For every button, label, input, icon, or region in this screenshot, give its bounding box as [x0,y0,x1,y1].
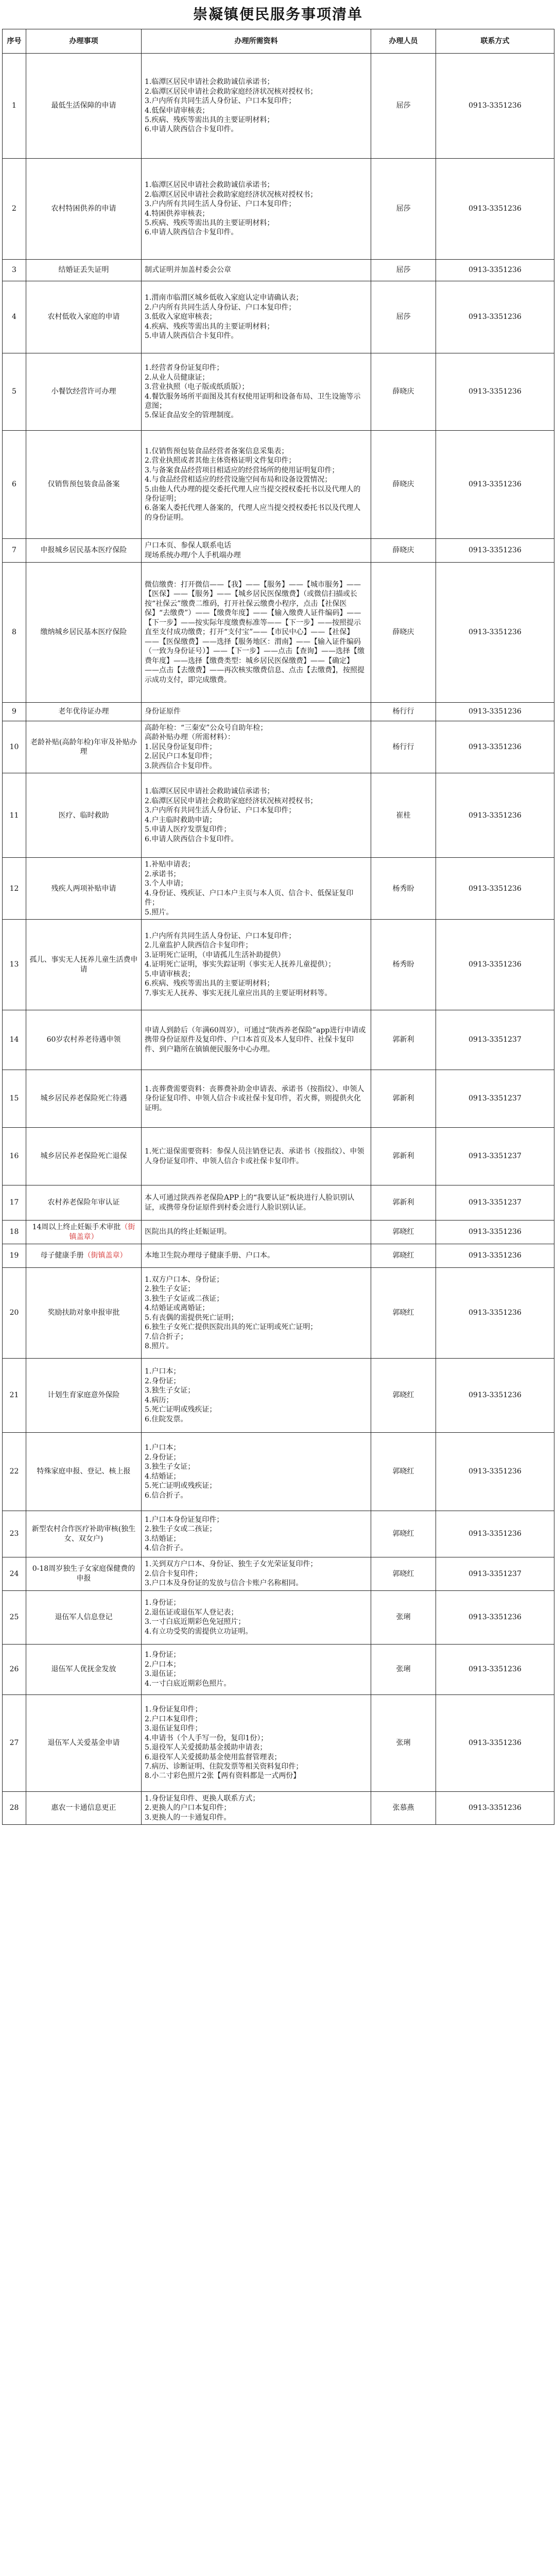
row-materials: 本地卫生院办理母子健康手册、户口本。 [142,1244,371,1268]
page-title: 崇凝镇便民服务事项清单 [193,6,363,23]
row-number: 12 [3,858,26,920]
table-row [3,1644,554,1694]
row-item: 医疗、临时救助 [26,773,142,858]
row-item: 孤儿、事实无人抚养儿童生活费申请 [26,920,142,1010]
table-row [3,159,554,260]
row-number: 16 [3,1128,26,1185]
row-materials: 1.经营者身份证复印件； 2.从业人员健康证； 3.营业执照（电子版或纸质版）； 4.餐饮服务场所平面图及其有权使用证明和设备布局、卫生设施等示意图； 5.保证食品安全的管理制度。 [142,353,371,431]
row-number: 3 [3,260,26,281]
table-row [3,431,554,539]
row-number: 18 [3,1221,26,1244]
row-item: 新型农村合作医疗补助审核(独生女、双女户) [26,1511,142,1557]
row-number: 7 [3,539,26,563]
row-materials: 1.死亡退保需要资料：参保人员注销登记表、承诺书（按指纹）、申领人身份证复印件、申领人信合卡或社保卡复印件。 [142,1128,371,1185]
row-phone: 0913-3351237 [436,1010,554,1070]
row-person: 崔桂 [371,773,436,858]
table-row [3,563,554,703]
row-item: 残疾人两项补贴申请 [26,858,142,920]
row-materials: 1.临潭区居民申请社会救助诚信承诺书； 2.临潭区居民申请社会救助家庭经济状况核对授权书； 3.户内所有共同生活人身份证、户口本复印件； 4.户主临时救助申请； 5.申请人医疗发票复印件； 6.申请人陕西信合卡复印件。 [142,773,371,858]
row-phone: 0913-3351237 [436,1128,554,1185]
row-number: 24 [3,1557,26,1590]
row-item: 老年优待证办理 [26,703,142,721]
table-row [3,721,554,773]
row-materials: 本人可通过陕西养老保险APP上的“我要认证”板块进行人脸识别认证，或携带身份证原件到村委会进行人脸识别认证。 [142,1185,371,1221]
row-item: 城乡居民养老保险死亡待遇 [26,1070,142,1128]
row-person: 屈莎 [371,54,436,159]
row-person: 薛晓庆 [371,431,436,539]
row-person: 杨行行 [371,721,436,773]
row-number: 11 [3,773,26,858]
row-item-text: 14周以上终止妊娠手术审批 [32,1223,121,1232]
row-person: 郭晓红 [371,1268,436,1359]
row-phone: 0913-3351236 [436,1359,554,1433]
header-person: 办理人员 [371,29,436,54]
row-number: 25 [3,1590,26,1644]
row-item: 0-18周岁独生子女家庭保健费的申报 [26,1557,142,1590]
row-item: 退伍军人优抚金发放 [26,1644,142,1694]
row-materials: 1.户口本； 2.身份证； 3.独生子女证； 4.结婚证； 5.死亡证明或残疾证； 6.信合折子。 [142,1433,371,1511]
row-number: 14 [3,1010,26,1070]
table-row [3,1221,554,1244]
row-number: 6 [3,431,26,539]
row-item: 农村低收入家庭的申请 [26,281,142,353]
table-row [3,1433,554,1511]
row-person: 屈莎 [371,281,436,353]
row-phone: 0913-3351236 [436,703,554,721]
row-number: 2 [3,159,26,260]
row-phone: 0913-3351236 [436,260,554,281]
table-row [3,1557,554,1590]
row-number: 1 [3,54,26,159]
row-person: 郭新利 [371,1070,436,1128]
table-row [3,1791,554,1824]
row-person: 张慕燕 [371,1791,436,1824]
row-item: 60岁农村养老待遇申领 [26,1010,142,1070]
row-item: 小餐饮经营许可办理 [26,353,142,431]
header-phone: 联系方式 [436,29,554,54]
row-person: 张琍 [371,1694,436,1791]
row-person: 杨行行 [371,703,436,721]
row-phone: 0913-3351237 [436,1070,554,1128]
table-row [3,773,554,858]
table-row [3,1244,554,1268]
row-phone: 0913-3351236 [436,1791,554,1824]
row-person: 张琍 [371,1590,436,1644]
row-person: 郭晓红 [371,1511,436,1557]
row-item: 缴纳城乡居民基本医疗保险 [26,563,142,703]
row-materials: 制式证明并加盖村委会公章 [142,260,371,281]
table-row [3,260,554,281]
header-item: 办理事项 [26,29,142,54]
row-phone: 0913-3351236 [436,1644,554,1694]
row-person: 郭晓红 [371,1359,436,1433]
row-person: 屈莎 [371,159,436,260]
row-person: 郭晓红 [371,1557,436,1590]
row-person: 郭晓红 [371,1221,436,1244]
row-phone: 0913-3351236 [436,721,554,773]
table-body [3,54,554,1825]
header-materials: 办理所需资料 [142,29,371,54]
row-item [26,1244,142,1268]
table-row [3,1128,554,1185]
row-number: 17 [3,1185,26,1221]
row-phone: 0913-3351236 [436,54,554,159]
service-table [2,29,554,1825]
row-item: 仅销售预包装食品备案 [26,431,142,539]
row-materials: 1.补贴申请表； 2.承诺书； 3.个人申请； 4.身份证、残疾证、户口本户主页与本人页、信合卡、低保证复印件； 5.照片。 [142,858,371,920]
table-row [3,1511,554,1557]
row-person: 郭新利 [371,1010,436,1070]
row-materials: 医院出具的终止妊娠证明。 [142,1221,371,1244]
row-phone: 0913-3351236 [436,1221,554,1244]
row-materials: 1.身份证复印件； 2.户口本复印件； 3.退伍证复印件； 4.申请书（个人手写一份，复印1份）； 5.退役军人关爱援助基金援助申请表； 6.退役军人关爱援助基金使用监督管理表； 7.病历、诊断证明、住院发票等相关资料复印件； 8.小二寸彩色照片2张【两有资料都是一式两份】 [142,1694,371,1791]
table-row [3,281,554,353]
row-number: 4 [3,281,26,353]
row-person: 屈莎 [371,260,436,281]
row-item: 最低生活保障的申请 [26,54,142,159]
row-person: 杨秀盼 [371,920,436,1010]
row-phone: 0913-3351236 [436,920,554,1010]
row-person: 郭晓红 [371,1244,436,1268]
row-number: 10 [3,721,26,773]
row-materials: 1.仅销售预包装食品经营者备案信息采集表； 2.营业执照或者其他主体资格证明文件复印件； 3.与备案食品经营项目相适应的经营场所的使用证明复印件； 4.与食品经营相适应的经营设施空间布局和设备设置情况； 5.由他人代办理的提交委托代理人应当提交授权委托书以及代理人的身份证明； 6.备案人委托代理人备案的，代理人应当提交授权委托书以及代理人的身份证明。 [142,431,371,539]
row-materials: 1.双方户口本、身份证； 2.独生子女证； 3.独生子女证或二孩证； 4.结婚证或离婚证； 5.有丧偶的需提供死亡证明； 6.独生子女死亡提供医院出具的死亡证明或死亡证明； 7.信合折子； 8.照片。 [142,1268,371,1359]
row-number: 20 [3,1268,26,1359]
row-phone: 0913-3351236 [436,159,554,260]
row-item: 农村养老保险年审认证 [26,1185,142,1221]
table-row [3,1590,554,1644]
row-materials: 1.渭南市临渭区城乡低收入家庭认定申请确认表； 2.户内所有共同生活人身份证、户口本复印件； 3.低收入家庭审核表； 4.疾病、残疾等需出具的主要证明材料； 5.申请人陕西信合卡复印件。 [142,281,371,353]
row-person: 郭新利 [371,1185,436,1221]
row-materials: 1.户口本； 2.身份证； 3.独生子女证； 4.病历； 5.死亡证明或残疾证； 6.住院发票。 [142,1359,371,1433]
row-person: 薛晓庆 [371,353,436,431]
row-person: 张琍 [371,1644,436,1694]
row-phone: 0913-3351236 [436,1511,554,1557]
table-row [3,920,554,1010]
row-item-text: 母子健康手册 [40,1251,84,1260]
row-number: 5 [3,353,26,431]
table-row [3,539,554,563]
row-materials: 高龄年检：“三秦安”公众号自助年检； 高龄补贴办理（所需材料）： 1.居民身份证复印件； 2.居民户口本复印件； 3.陕西信合卡复印件。 [142,721,371,773]
row-item: 城乡居民养老保险死亡退保 [26,1128,142,1185]
row-materials: 1.身份证； 2.退伍证或退伍军人登记表； 3.一寸白底近期彩色免冠照片； 4.有立功受奖的需提供立功证明。 [142,1590,371,1644]
row-phone: 0913-3351236 [436,858,554,920]
row-item-stamp-note: （街镇盖章） [83,1251,127,1260]
row-item: 结婚证丢失证明 [26,260,142,281]
row-materials: 1.户内所有共同生活人身份证、户口本复印件； 2.儿童监护人陕西信合卡复印件； 3.证明死亡证明，（申请孤儿生活补助提供） 4.证明死亡证明，事实失踪证明（事实无人抚养儿童提供）； 5.申请审核表； 6.疾病、残疾等需出具的主要证明材料； 7.事实无人抚养、事实无抚儿童应出具的主要证明材料等。 [142,920,371,1010]
row-number: 15 [3,1070,26,1128]
row-number: 21 [3,1359,26,1433]
table-row [3,1070,554,1128]
row-phone: 0913-3351236 [436,1590,554,1644]
row-number: 27 [3,1694,26,1791]
row-phone: 0913-3351236 [436,563,554,703]
row-phone: 0913-3351236 [436,353,554,431]
row-materials: 1.关到双方户口本、身份证、独生子女光荣证复印件； 2.信合卡复印件； 3.户口本及身份证的发放与信合卡账户名称相同。 [142,1557,371,1590]
table-row [3,54,554,159]
row-phone: 0913-3351236 [436,1244,554,1268]
row-materials: 身份证原件 [142,703,371,721]
row-item: 惠农一卡通信息更正 [26,1791,142,1824]
row-materials: 1.临潭区居民申请社会救助诚信承诺书； 2.临潭区居民申请社会救助家庭经济状况核对授权书； 3.户内所有共同生活人身份证、户口本复印件； 4.特困供养审核表； 5.疾病、残疾等需出具的主要证明材料； 6.申请人陕西信合卡复印件。 [142,159,371,260]
row-item: 退伍军人关爱基金申请 [26,1694,142,1791]
row-phone: 0913-3351236 [436,1694,554,1791]
row-item [26,1221,142,1244]
table-row [3,1185,554,1221]
row-materials: 申请人到龄后（年满60周岁），可通过“陕西养老保险”app进行申请或携带身份证原件及复印件、户口本首页及本人复印件、社保卡复印件、到户籍所在镇镇便民服务中心办理。 [142,1010,371,1070]
row-materials: 1.临潭区居民申请社会救助诚信承诺书； 2.临潭区居民申请社会救助家庭经济状况核对授权书； 3.户内所有共同生活人身份证、户口本复印件； 4.低保申请审核表； 5.疾病、残疾等需出具的主要证明材料； 6.申请人陕西信合卡复印件。 [142,54,371,159]
table-row [3,353,554,431]
row-phone: 0913-3351237 [436,1557,554,1590]
row-materials: 1.身份证； 2.户口本； 3.退伍证； 4.一寸白底近期彩色照片。 [142,1644,371,1694]
table-header-row [3,29,554,54]
table-row [3,1268,554,1359]
row-number: 13 [3,920,26,1010]
table-row [3,1010,554,1070]
row-number: 26 [3,1644,26,1694]
row-item: 农村特困供养的申请 [26,159,142,260]
row-materials: 户口本页、参保人联系电话 现场系统办理/个人手机端办理 [142,539,371,563]
row-number: 23 [3,1511,26,1557]
row-item: 老龄补贴(高龄年检)年审及补贴办理 [26,721,142,773]
row-number: 19 [3,1244,26,1268]
row-phone: 0913-3351236 [436,1268,554,1359]
header-no: 序号 [3,29,26,54]
table-row [3,858,554,920]
row-materials: 1.户口本身份证复印件； 2.独生子女或二孩证； 3.结婚证； 4.信合折子。 [142,1511,371,1557]
row-person: 薛晓庆 [371,563,436,703]
row-item: 计划生育家庭意外保险 [26,1359,142,1433]
row-phone: 0913-3351236 [436,539,554,563]
row-phone: 0913-3351236 [436,281,554,353]
row-item: 申报城乡居民基本医疗保险 [26,539,142,563]
row-item: 特殊家庭申报、登记、核上报 [26,1433,142,1511]
row-materials: 1.身份证复印件、更换人联系方式； 2.更换人的户口本复印件； 3.更换人的一卡通复印件。 [142,1791,371,1824]
row-number: 9 [3,703,26,721]
row-person: 郭新利 [371,1128,436,1185]
row-materials: 1.丧葬费需要资料：丧葬费补助金申请表、承诺书（按指纹）、申领人身份证复印件、申领人信合卡或社保卡复印件，若火葬，则提供火化证明。 [142,1070,371,1128]
row-number: 22 [3,1433,26,1511]
row-person: 薛晓庆 [371,539,436,563]
table-row [3,1694,554,1791]
row-number: 8 [3,563,26,703]
row-phone: 0913-3351236 [436,773,554,858]
row-phone: 0913-3351236 [436,431,554,539]
row-phone: 0913-3351236 [436,1433,554,1511]
row-person: 杨秀盼 [371,858,436,920]
table-row [3,1359,554,1433]
row-number: 28 [3,1791,26,1824]
row-item: 奖励扶助对象申报审批 [26,1268,142,1359]
row-phone: 0913-3351237 [436,1185,554,1221]
table-row [3,703,554,721]
row-item: 退伍军人信息登记 [26,1590,142,1644]
row-item-stamp-note: （街镇盖章） [69,1223,135,1241]
row-person: 郭晓红 [371,1433,436,1511]
row-materials: 微信缴费：打开微信——【我】——【服务】——【城市服务】——【医保】——【服务】——【城乡居民医保缴费】（或微信扫描或长按“社保云”缴费二维码，打开社保云缴费小程序，点击【社保医保】“去缴费”）——【缴费年度】——【输入缴费人证件编码】——【下一步】——按实际年度缴费标准等——【下一步】——按照提示直至支付成功缴费；打开“支付宝”——【市民中心】——【社保】——【医保缴费】——选择【服务地区：渭南】——【输入证件编码（一致为身份证号）】——【下一步】——点击【查询】——选择【缴费年度】——选择【缴费类型：城乡居民医保缴费】——【确定】——点击【去缴费】——再次核实缴费信息、点击【去缴费】，按照提示成功支付，即完成缴费。 [142,563,371,703]
